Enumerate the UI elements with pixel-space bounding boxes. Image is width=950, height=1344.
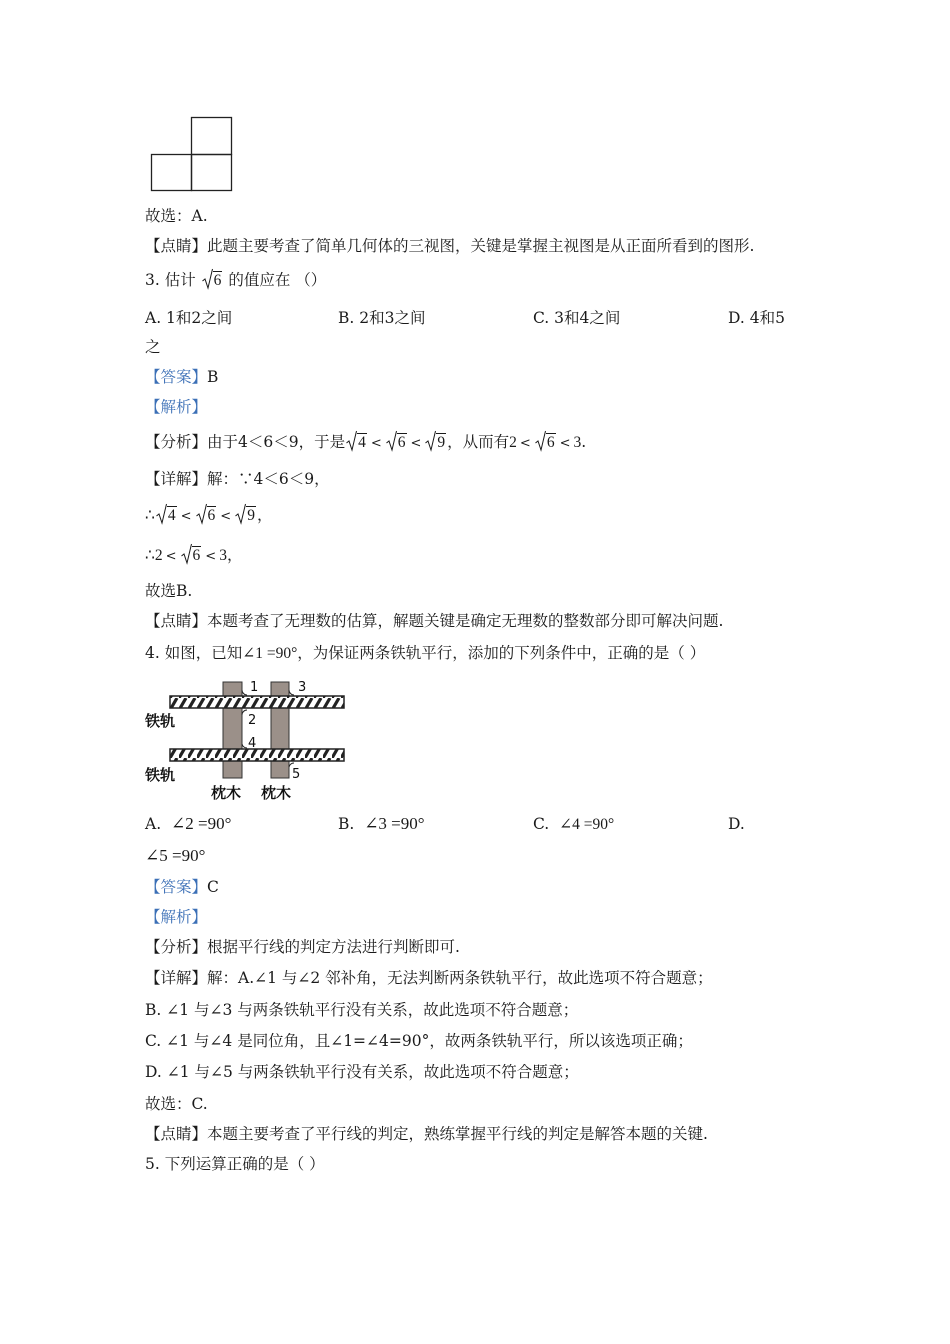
q3-option-a: A. 1和2之间 <box>145 309 233 327</box>
angle-label-4: 4 <box>248 736 257 751</box>
q4-detail-d: D. ∠1 与∠5 与两条铁轨平行没有关系，故此选项不符合题意； <box>145 1063 579 1081</box>
rail-label-top: 铁轨 <box>145 712 176 730</box>
q5-stem: 5. 下列运算正确的是（ ） <box>145 1155 325 1173</box>
q4-stem: 4. 如图，已知∠1 =90°，为保证两条铁轨平行，添加的下列条件中，正确的是（ ） <box>145 644 706 662</box>
q3-detail-2: ∴ 4 < 6 < 9 ， <box>145 506 273 524</box>
q3-answer: 【答案】B <box>145 368 219 386</box>
angle-label-3: 3 <box>298 680 307 695</box>
q3-comment: 【点睛】本题考查了无理数的估算，解题关键是确定无理数的整数部分即可解决问题. <box>145 612 724 630</box>
square-bottom-right <box>192 155 232 191</box>
q3-choose: 故选B. <box>145 582 193 600</box>
q4-analysis-tag: 【解析】 <box>145 908 208 926</box>
angle-label-2: 2 <box>248 713 257 728</box>
q3-option-b: B. 2和3之间 <box>338 309 426 327</box>
angle-label-1: 1 <box>250 680 259 695</box>
q3-option-c: C. 3和4之间 <box>533 309 621 327</box>
q2-comment: 【点睛】此题主要考查了简单几何体的三视图，关键是掌握主视图是从正面所看到的图形. <box>145 237 755 255</box>
q3-option-d-wrap: 之 <box>145 338 161 356</box>
q4-fenxi: 【分析】根据平行线的判定方法进行判断即可. <box>145 938 460 956</box>
q4-detail-a: 【详解】解：A.∠1 与∠2 邻补角，无法判断两条铁轨平行，故此选项不符合题意； <box>145 969 713 987</box>
q4-option-b: B. ∠3 =90° <box>338 814 425 833</box>
rail-label-bottom: 铁轨 <box>145 766 176 784</box>
railway-figure <box>143 674 353 806</box>
q3-stem: 3. 估计 6 的值应在 （） <box>145 269 326 292</box>
rail-top <box>170 696 344 708</box>
q4-comment: 【点睛】本题主要考查了平行线的判定，熟练掌握平行线的判定是解答本题的关键. <box>145 1125 708 1143</box>
q4-option-c: C. ∠4 =90° <box>533 815 615 833</box>
q4-option-a: A. ∠2 =90° <box>145 814 232 833</box>
q3-detail-3: ∴2 < 6 < 3， <box>145 546 243 564</box>
q3-option-d: D. 4和5 <box>728 309 785 327</box>
q3-fenxi: 【分析】由于4＜6＜9，于是 4 < 6 < 9 ，从而有2 < 6 < 3. <box>145 433 587 451</box>
square-bottom-left <box>152 155 192 191</box>
view-answer: 故选：A. <box>145 207 208 225</box>
sqrt-6: 6 <box>202 270 223 292</box>
q4-detail-c: C. ∠1 与∠4 是同位角，且∠1=∠4=90°，故两条铁轨平行，所以该选项正确； <box>145 1032 693 1050</box>
square-top <box>192 118 232 155</box>
sleeper-label-right: 枕木 <box>261 784 292 802</box>
q3-analysis-tag: 【解析】 <box>145 398 208 416</box>
q4-detail-b: B. ∠1 与∠3 与两条铁轨平行没有关系，故此选项不符合题意； <box>145 1001 579 1019</box>
rail-bottom <box>170 749 344 761</box>
q3-detail-1: 【详解】解：∵4＜6＜9， <box>145 470 330 488</box>
sleeper-label-left: 枕木 <box>211 784 242 802</box>
angle-label-5: 5 <box>292 767 301 782</box>
q4-option-d: ∠5 =90° <box>145 846 206 865</box>
q4-answer: 【答案】C <box>145 878 219 896</box>
front-view-figure <box>150 116 235 192</box>
q4-option-d-letter: D. <box>728 815 745 833</box>
q4-choose: 故选：C. <box>145 1095 208 1113</box>
